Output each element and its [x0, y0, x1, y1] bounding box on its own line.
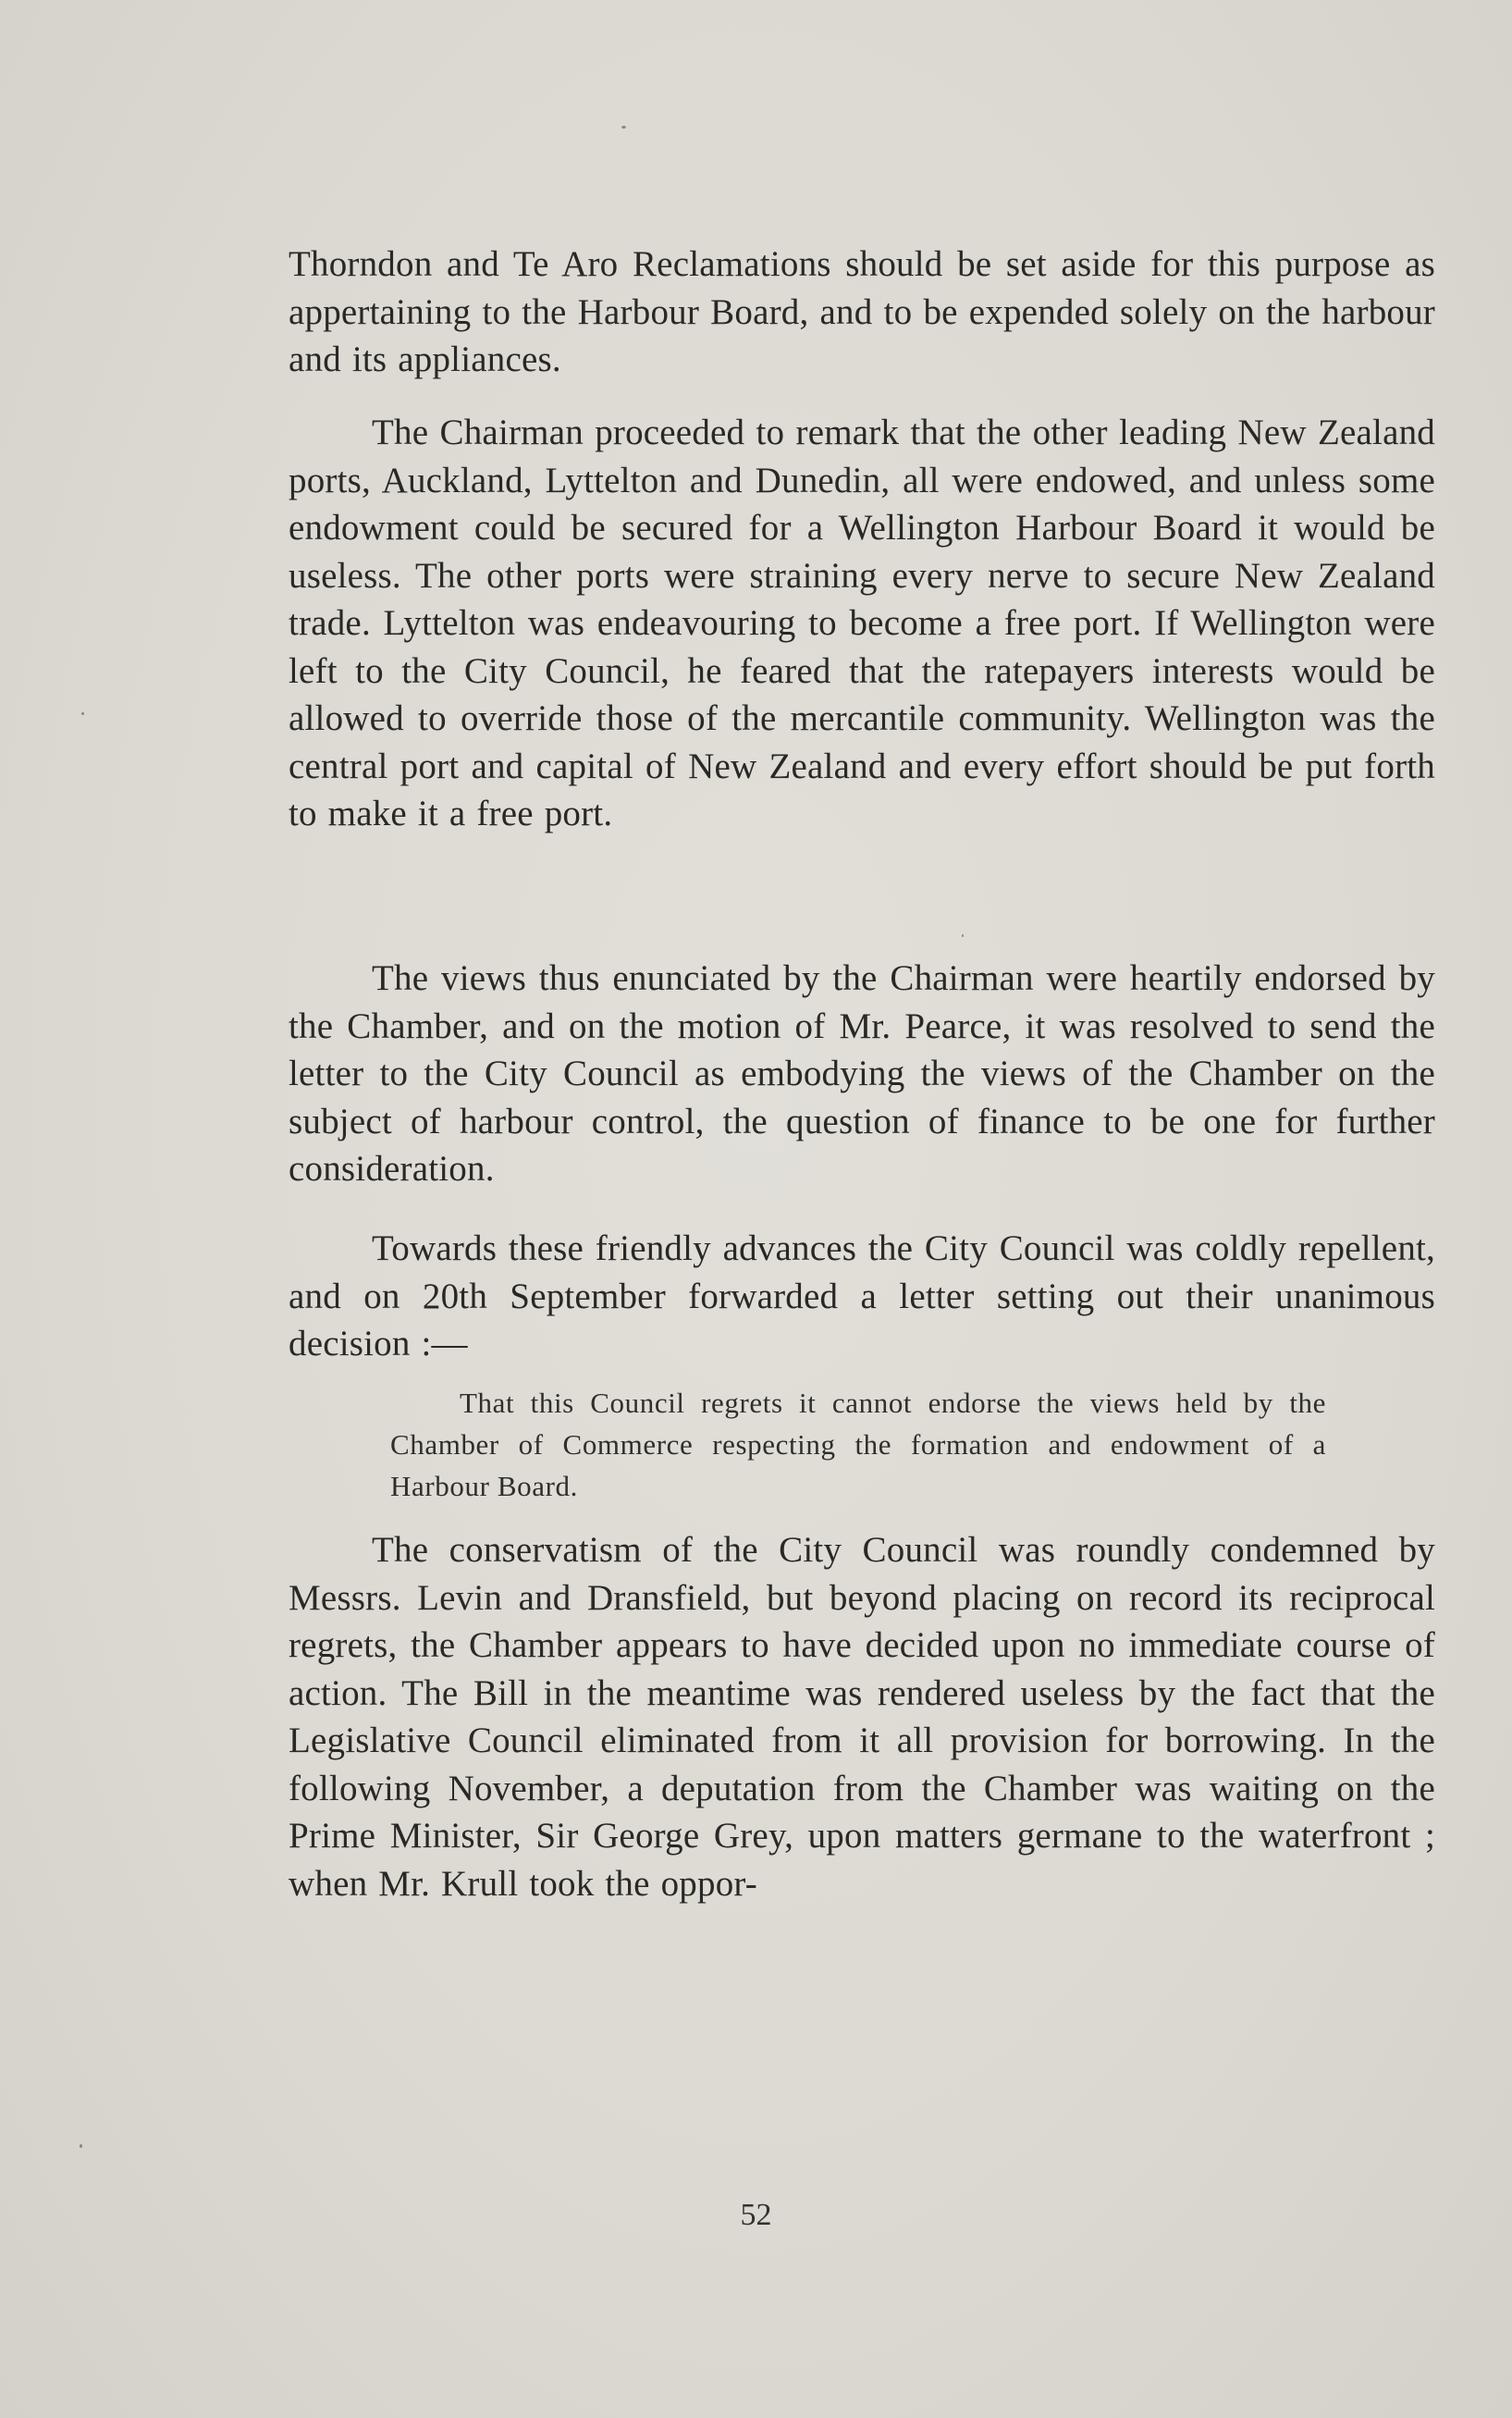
page-number: 52 [740, 2198, 772, 2232]
paper-speck [962, 934, 964, 937]
block-quote: That this Council regrets it cannot endorse the views held by the Chamber of Commerce respecting the formation and endowment of a Harbour Board. [390, 1387, 1326, 1502]
paper-speck [80, 2144, 82, 2148]
paragraph-5: The conservatism of the City Council was roundly condemned by Messrs. Levin and Dransfield, but beyond placing on record its reciprocal regrets, the Chamber appears to have decided upon no immediate course of action. The Bill in the meantime was rendered useless by the fact that the Legislative Council eliminated from it all provision for borrowing. In the following November, a deputation from the Chamber was waiting on the Prime Minister, Sir George Grey, upon matters germane to the waterfront ; when Mr. Krull took the oppor- [289, 1530, 1435, 1904]
paragraph-2: The Chairman proceeded to remark that the other leading New Zealand ports, Auckland, Lyttelton and Dunedin, all were endowed, and unless some endowment could be secured for a Wellington Harbour Board it would be useless. The other ports were straining every nerve to secure New Zealand trade. Lyttelton was endeavouring to become a free port. If Wellington were left to the City Council, he feared that the ratepayers interests would be allowed to override those of the mercantile community. Wellington was the central port and capital of New Zealand and every effort should be put forth to make it a free port. [289, 413, 1435, 833]
paper-speck [621, 126, 626, 129]
paragraph-1: Thorndon and Te Aro Reclamations should be set aside for this purpose as appertaining to the Harbour Board, and to be expended solely on the harbour and its appliances. [289, 244, 1435, 379]
paragraph-4: Towards these friendly advances the City Council was coldly repellent, and on 20th September forwarded a letter setting out their unanimous decision :— [289, 1228, 1435, 1363]
paper-speck [81, 712, 84, 715]
paragraph-3: The views thus enunciated by the Chairman were heartily endorsed by the Chamber, and on the motion of Mr. Pearce, it was resolved to send the letter to the City Council as embodying the views of the Chamber on the subject of harbour control, the question of finance to be one for further consideration. [289, 958, 1435, 1189]
